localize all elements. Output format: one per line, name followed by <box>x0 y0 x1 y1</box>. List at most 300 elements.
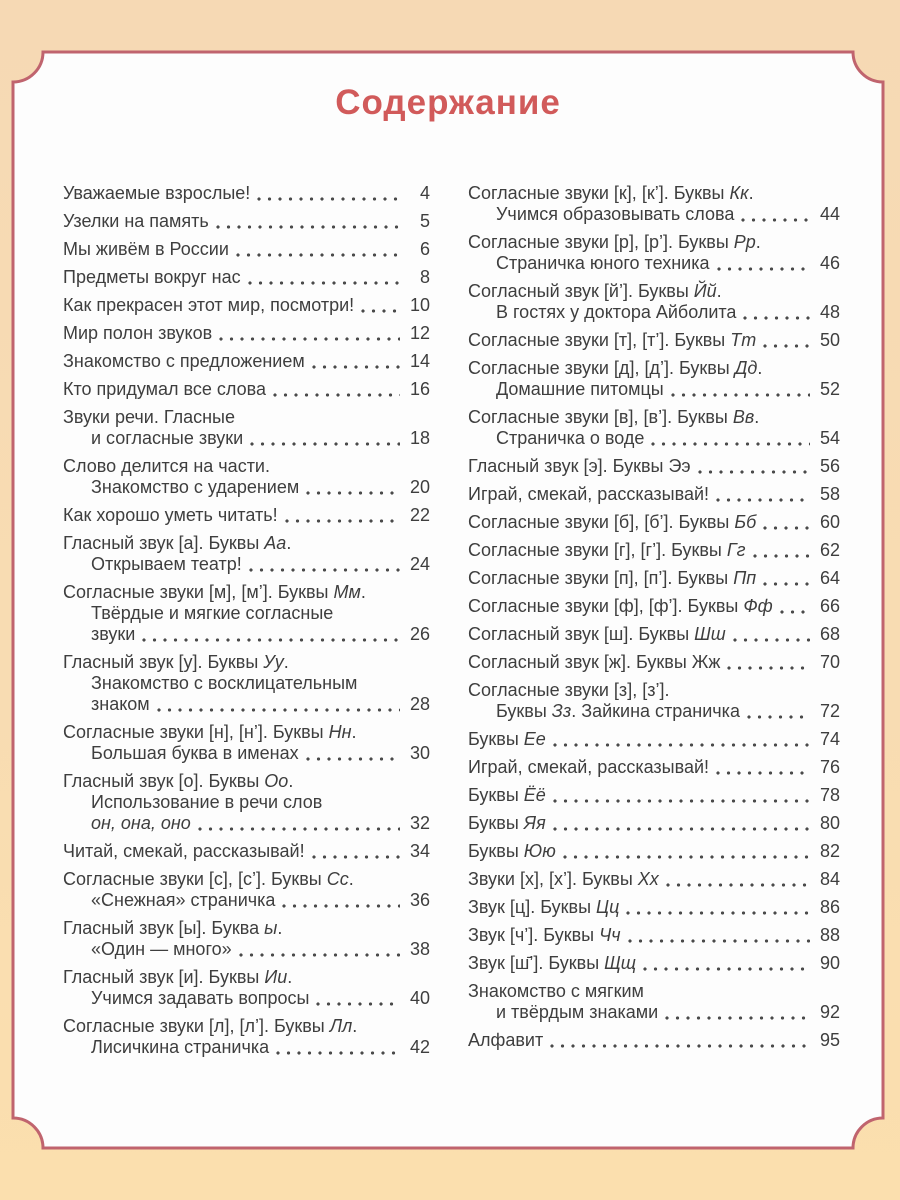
toc-entry-text: Согласные звуки [с], [с’]. Буквы Сс. <box>63 869 354 889</box>
toc-entry-line <box>63 771 430 792</box>
dot-leader <box>250 442 400 446</box>
toc-entry-text: Согласные звуки [р], [р’]. Буквы Рр. <box>468 232 761 252</box>
italic-letters: Чч <box>599 925 621 945</box>
page-number: 22 <box>409 505 430 525</box>
toc-entry-line <box>468 358 840 379</box>
toc-entry <box>63 582 430 645</box>
toc-entry-text: Гласный звук [о]. Буквы Оо. <box>63 771 294 791</box>
italic-letters: Яя <box>523 813 546 833</box>
page-number: 48 <box>819 302 840 322</box>
toc-entry <box>63 407 430 449</box>
toc-entry <box>468 540 840 561</box>
toc-entry-text: Согласные звуки [к], [к’]. Буквы Кк. <box>468 183 754 203</box>
toc-entry-line <box>468 407 840 428</box>
dot-leader <box>671 393 810 397</box>
toc-entry-text: Открываем театр! <box>91 554 242 574</box>
toc-entry-line <box>63 869 430 890</box>
page-number: 36 <box>409 890 430 910</box>
dot-leader <box>665 1016 810 1020</box>
dot-leader <box>643 967 810 971</box>
toc-entry <box>468 512 840 533</box>
toc-entry-text: Кто придумал все слова <box>63 379 267 399</box>
dot-leader <box>306 491 400 495</box>
toc-entry <box>468 1030 840 1051</box>
toc-entry-text: Лисичкина страничка <box>91 1037 270 1057</box>
italic-letters: Пп <box>733 568 757 588</box>
toc-entry-line <box>63 890 430 911</box>
toc-entry-line <box>468 652 840 673</box>
toc-entry-text: Читай, смекай, рассказывай! <box>63 841 305 861</box>
toc-entry-line <box>468 253 840 274</box>
toc-entry-text: Согласные звуки [п], [п’]. Буквы Пп <box>468 568 757 588</box>
page-number: 6 <box>419 239 430 259</box>
toc-entry-line <box>63 652 430 673</box>
toc-entry-text: Как прекрасен этот мир, посмотри! <box>63 295 355 315</box>
dot-leader <box>553 827 810 831</box>
toc-entry <box>468 757 840 778</box>
toc-entry-text: Буквы Яя <box>468 813 546 833</box>
italic-letters: Юю <box>523 841 556 861</box>
toc-entry-line <box>468 841 840 862</box>
toc-entry-line <box>63 792 430 813</box>
toc-entry-line <box>468 953 840 974</box>
toc-entry-text: Знакомство с предложением <box>63 351 305 371</box>
page-number: 32 <box>409 813 430 833</box>
toc-entry-text: Согласные звуки [в], [в’]. Буквы Вв. <box>468 407 760 427</box>
toc-entry <box>468 981 840 1023</box>
toc-entry-line <box>63 603 430 624</box>
italic-letters: Щщ <box>604 953 637 973</box>
page-number: 60 <box>819 512 840 532</box>
toc-entry <box>468 624 840 645</box>
toc-entry <box>468 281 840 323</box>
toc-entry-line <box>468 785 840 806</box>
toc-entry-line <box>63 323 430 344</box>
toc-entry <box>468 813 840 834</box>
toc-entry-text: Учимся образовывать слова <box>496 204 735 224</box>
toc-entry-text: Знакомство с мягким <box>468 981 644 1001</box>
toc-entry-line <box>63 841 430 862</box>
toc-entry-line <box>63 743 430 764</box>
toc-entry-line <box>468 232 840 253</box>
toc-entry <box>468 330 840 351</box>
toc-column-right <box>468 183 840 1058</box>
page-number: 58 <box>819 484 840 504</box>
italic-letters: Аа <box>264 533 287 553</box>
page-number: 10 <box>409 295 430 315</box>
italic-letters: Кк <box>729 183 749 203</box>
toc-entry <box>63 239 430 260</box>
page-number: 26 <box>409 624 430 644</box>
dot-leader <box>236 253 400 257</box>
toc-entry-line <box>468 596 840 617</box>
toc-entry-line <box>468 540 840 561</box>
italic-letters: Рр <box>733 232 756 252</box>
toc-entry-text: Согласные звуки [н], [н’]. Буквы Нн. <box>63 722 357 742</box>
toc-entry <box>63 505 430 526</box>
toc-entry-text: Согласные звуки [з], [з’]. <box>468 680 670 700</box>
toc-entry-line <box>63 918 430 939</box>
toc-entry <box>63 652 430 715</box>
page-number: 8 <box>419 267 430 287</box>
page-number: 80 <box>819 813 840 833</box>
toc-entry-text: Гласный звук [и]. Буквы Ии. <box>63 967 293 987</box>
toc-entry-text: Звуки речи. Гласные <box>63 407 235 427</box>
toc-entry-text: звуки <box>91 624 136 644</box>
toc-entry-text: Страничка юного техника <box>496 253 710 273</box>
toc-entry <box>468 785 840 806</box>
dot-leader <box>198 827 400 831</box>
toc-entry-text: Мы живём в России <box>63 239 229 259</box>
dot-leader <box>316 1002 400 1006</box>
toc-column-left <box>63 183 430 1058</box>
toc-entry-line <box>63 295 430 316</box>
toc-entry-line <box>468 897 840 918</box>
italic-letters: Бб <box>734 512 757 532</box>
toc-entry-text: Как хорошо уметь читать! <box>63 505 278 525</box>
italic-letters: он, она, оно <box>91 813 191 833</box>
page-number: 50 <box>819 330 840 350</box>
toc-entry-line <box>63 351 430 372</box>
toc-entry-line <box>63 379 430 400</box>
toc-entry-line <box>468 204 840 225</box>
page-number: 18 <box>409 428 430 448</box>
toc-entry-text: Буквы Ёё <box>468 785 546 805</box>
italic-letters: Гг <box>726 540 746 560</box>
page-number: 72 <box>819 701 840 721</box>
dot-leader <box>273 393 400 397</box>
toc-entry-line <box>468 624 840 645</box>
toc-entry <box>468 456 840 477</box>
toc-entry-text: Гласный звук [ы]. Буква ы. <box>63 918 283 938</box>
dot-leader <box>716 771 810 775</box>
toc-entry <box>63 379 430 400</box>
page-number: 76 <box>819 757 840 777</box>
dot-leader <box>666 883 810 887</box>
toc-entry-line <box>63 694 430 715</box>
dot-leader <box>157 708 400 712</box>
toc-entry-line <box>468 330 840 351</box>
toc-entry <box>63 183 430 204</box>
italic-letters: Лл <box>329 1016 353 1036</box>
toc-entry <box>63 967 430 1009</box>
dot-leader <box>216 225 400 229</box>
dot-leader <box>219 337 400 341</box>
dot-leader <box>249 568 400 572</box>
toc-entry-text: В гостях у доктора Айболита <box>496 302 737 322</box>
page-number: 16 <box>409 379 430 399</box>
toc-entry-text: Согласный звук [ж]. Буквы Жж <box>468 652 721 672</box>
toc-entry-line <box>63 967 430 988</box>
dot-leader <box>763 344 810 348</box>
toc-entry-line <box>63 813 430 834</box>
dot-leader <box>717 267 811 271</box>
dot-leader <box>628 939 810 943</box>
toc-entry-text: Знакомство с ударением <box>91 477 300 497</box>
page-number: 38 <box>409 939 430 959</box>
toc-entry-text: Знакомство с восклицательным <box>91 673 358 693</box>
toc-entry-line <box>63 456 430 477</box>
dot-leader <box>306 757 400 761</box>
toc-entry-line <box>63 624 430 645</box>
italic-letters: Мм <box>333 582 361 602</box>
toc-entry-line <box>63 428 430 449</box>
toc-entry <box>468 897 840 918</box>
toc-entry-line <box>63 582 430 603</box>
page-number: 20 <box>409 477 430 497</box>
dot-leader <box>743 316 810 320</box>
toc-entry-text: Буквы Зз. Зайкина страничка <box>496 701 740 721</box>
toc-entry-text: и согласные звуки <box>91 428 244 448</box>
italic-letters: Тт <box>730 330 757 350</box>
toc-entry <box>63 211 430 232</box>
italic-letters: Хх <box>637 869 659 889</box>
toc-entry-text: Буквы Юю <box>468 841 556 861</box>
dot-leader <box>239 953 400 957</box>
page-number: 52 <box>819 379 840 399</box>
toc-entry <box>468 484 840 505</box>
page-number: 86 <box>819 897 840 917</box>
toc-entry-line <box>63 505 430 526</box>
dot-leader <box>651 442 810 446</box>
toc-entry-line <box>63 554 430 575</box>
toc-entry <box>468 869 840 890</box>
dot-leader <box>727 666 810 670</box>
toc-entry <box>63 1016 430 1058</box>
page-number: 14 <box>409 351 430 371</box>
toc-entry-text: Звуки [х], [х’]. Буквы Хх <box>468 869 659 889</box>
toc-entry-line <box>468 925 840 946</box>
toc-entry <box>468 729 840 750</box>
page-number: 64 <box>819 568 840 588</box>
toc-entry-text: Гласный звук [у]. Буквы Уу. <box>63 652 289 672</box>
toc-entry-text: Звук [ч’]. Буквы Чч <box>468 925 621 945</box>
toc-entry-text: Гласный звук [а]. Буквы Аа. <box>63 533 292 553</box>
page-number: 95 <box>819 1030 840 1050</box>
dot-leader <box>763 526 810 530</box>
toc-entry-text: Играй, смекай, рассказывай! <box>468 757 710 777</box>
toc-entry-text: Большая буква в именах <box>91 743 299 763</box>
italic-letters: Ее <box>523 729 546 749</box>
toc-entry-line <box>468 428 840 449</box>
italic-letters: Ёё <box>523 785 546 805</box>
page-number: 84 <box>819 869 840 889</box>
italic-letters: Вв <box>732 407 755 427</box>
italic-letters: Зз <box>551 701 572 721</box>
toc-entry-text: Мир полон звуков <box>63 323 213 343</box>
dot-leader <box>716 498 810 502</box>
toc-entry-line <box>63 533 430 554</box>
toc-entry-line <box>468 302 840 323</box>
toc-entry-text: Играй, смекай, рассказывай! <box>468 484 710 504</box>
italic-letters: Йй <box>693 281 717 301</box>
page-number: 68 <box>819 624 840 644</box>
toc-entry-line <box>468 680 840 701</box>
dot-leader <box>282 904 400 908</box>
toc-entry-line <box>63 407 430 428</box>
dot-leader <box>312 365 400 369</box>
page-number: 42 <box>409 1037 430 1057</box>
toc-entry-line <box>63 267 430 288</box>
page-number: 90 <box>819 953 840 973</box>
italic-letters: Фф <box>743 596 773 616</box>
toc-entry-text: Слово делится на части. <box>63 456 270 476</box>
toc-entry <box>63 771 430 834</box>
page-number: 46 <box>819 253 840 273</box>
toc-entry <box>63 295 430 316</box>
toc-entry-line <box>63 988 430 1009</box>
toc-columns <box>13 183 883 1058</box>
toc-entry <box>63 869 430 911</box>
toc-entry-line <box>63 1037 430 1058</box>
italic-letters: Цц <box>596 897 620 917</box>
toc-entry-line <box>468 183 840 204</box>
toc-entry-line <box>468 1002 840 1023</box>
toc-entry-text: Согласные звуки [б], [б’]. Буквы Бб <box>468 512 757 532</box>
toc-entry-text: Согласные звуки [л], [л’]. Буквы Лл. <box>63 1016 358 1036</box>
toc-entry-line <box>468 729 840 750</box>
toc-entry-text: «Снежная» страничка <box>91 890 276 910</box>
toc-entry-line <box>468 981 840 1002</box>
page-number: 62 <box>819 540 840 560</box>
italic-letters: Оо <box>264 771 289 791</box>
dot-leader <box>741 218 810 222</box>
toc-entry-line <box>468 379 840 400</box>
page-number: 78 <box>819 785 840 805</box>
italic-letters: ы <box>264 918 278 938</box>
toc-entry-text: «Один — много» <box>91 939 232 959</box>
toc-entry-line <box>63 239 430 260</box>
dot-leader <box>698 470 810 474</box>
dot-leader <box>276 1051 400 1055</box>
toc-entry-line <box>468 757 840 778</box>
page-number: 66 <box>819 596 840 616</box>
toc-entry-text: Согласные звуки [ф], [ф’]. Буквы Фф <box>468 596 773 616</box>
toc-entry-text: Звук [ш̄’]. Буквы Щщ <box>468 953 637 973</box>
page-number: 44 <box>819 204 840 224</box>
toc-entry-text: Согласный звук [й’]. Буквы Йй. <box>468 281 722 301</box>
dot-leader <box>312 855 400 859</box>
page-number: 70 <box>819 652 840 672</box>
page-number: 82 <box>819 841 840 861</box>
toc-entry <box>468 568 840 589</box>
dot-leader <box>550 1044 810 1048</box>
page-number: 24 <box>409 554 430 574</box>
italic-letters: Дд <box>734 358 758 378</box>
contents-panel <box>13 52 883 1148</box>
toc-entry-text <box>91 813 191 834</box>
page-number: 54 <box>819 428 840 448</box>
toc-entry-text: Согласный звук [ш]. Буквы Шш <box>468 624 726 644</box>
toc-entry-text: Уважаемые взрослые! <box>63 183 251 203</box>
page-number: 30 <box>409 743 430 763</box>
page-number: 56 <box>819 456 840 476</box>
toc-entry-text: Учимся задавать вопросы <box>91 988 310 1008</box>
page-number: 74 <box>819 729 840 749</box>
toc-entry-text: Согласные звуки [м], [м’]. Буквы Мм. <box>63 582 366 602</box>
toc-entry-text: Страничка о воде <box>496 428 645 448</box>
dot-leader <box>361 309 400 313</box>
dot-leader <box>285 519 400 523</box>
toc-entry-text: Буквы Ее <box>468 729 546 749</box>
page-title: Содержание <box>335 83 561 122</box>
toc-entry-line <box>468 484 840 505</box>
toc-entry-text: Алфавит <box>468 1030 544 1050</box>
toc-entry <box>468 652 840 673</box>
page-number: 12 <box>409 323 430 343</box>
page-number: 28 <box>409 694 430 714</box>
toc-entry <box>468 953 840 974</box>
toc-entry <box>63 456 430 498</box>
toc-entry-line <box>468 701 840 722</box>
dot-leader <box>248 281 400 285</box>
toc-entry-text: Звук [ц]. Буквы Цц <box>468 897 620 917</box>
toc-entry-line <box>63 939 430 960</box>
toc-entry <box>468 232 840 274</box>
toc-entry-line <box>468 1030 840 1051</box>
dot-leader <box>763 582 810 586</box>
toc-entry-line <box>468 512 840 533</box>
toc-entry-line <box>63 1016 430 1037</box>
toc-entry-text: Согласные звуки [т], [т’]. Буквы Тт <box>468 330 757 350</box>
toc-entry-line <box>468 869 840 890</box>
toc-entry-line <box>63 477 430 498</box>
toc-entry-line <box>468 568 840 589</box>
toc-entry <box>63 351 430 372</box>
toc-entry <box>468 183 840 225</box>
toc-entry <box>63 918 430 960</box>
toc-entry-line <box>63 211 430 232</box>
toc-entry-line <box>63 183 430 204</box>
toc-entry <box>63 533 430 575</box>
toc-entry-line <box>63 722 430 743</box>
toc-entry <box>63 841 430 862</box>
toc-entry-text: Узелки на память <box>63 211 209 231</box>
toc-entry <box>468 596 840 617</box>
toc-entry-text: знаком <box>91 694 150 714</box>
italic-letters: Ии <box>264 967 288 987</box>
toc-entry-text: Домашние питомцы <box>496 379 664 399</box>
toc-entry-line <box>468 456 840 477</box>
dot-leader <box>563 855 810 859</box>
toc-entry-text: Согласные звуки [г], [г’]. Буквы Гг <box>468 540 746 560</box>
toc-entry <box>468 925 840 946</box>
toc-entry-text: Использование в речи слов <box>91 792 323 812</box>
dot-leader <box>257 197 400 201</box>
dot-leader <box>553 799 810 803</box>
toc-entry <box>63 323 430 344</box>
page-number: 40 <box>409 988 430 1008</box>
italic-letters: Сс <box>326 869 349 889</box>
toc-entry <box>468 841 840 862</box>
toc-entry-text: Предметы вокруг нас <box>63 267 241 287</box>
toc-entry-line <box>468 281 840 302</box>
toc-entry <box>63 722 430 764</box>
dot-leader <box>780 610 810 614</box>
italic-letters: Шш <box>694 624 726 644</box>
dot-leader <box>553 743 810 747</box>
toc-entry-line <box>468 813 840 834</box>
italic-letters: Нн <box>328 722 352 742</box>
dot-leader <box>747 715 810 719</box>
dot-leader <box>753 554 810 558</box>
dot-leader <box>626 911 810 915</box>
page-number: 4 <box>419 183 430 203</box>
toc-entry-text: Твёрдые и мягкие согласные <box>91 603 334 623</box>
dot-leader <box>142 638 400 642</box>
toc-entry-text: Согласные звуки [д], [д’]. Буквы Дд. <box>468 358 763 378</box>
page-number: 88 <box>819 925 840 945</box>
